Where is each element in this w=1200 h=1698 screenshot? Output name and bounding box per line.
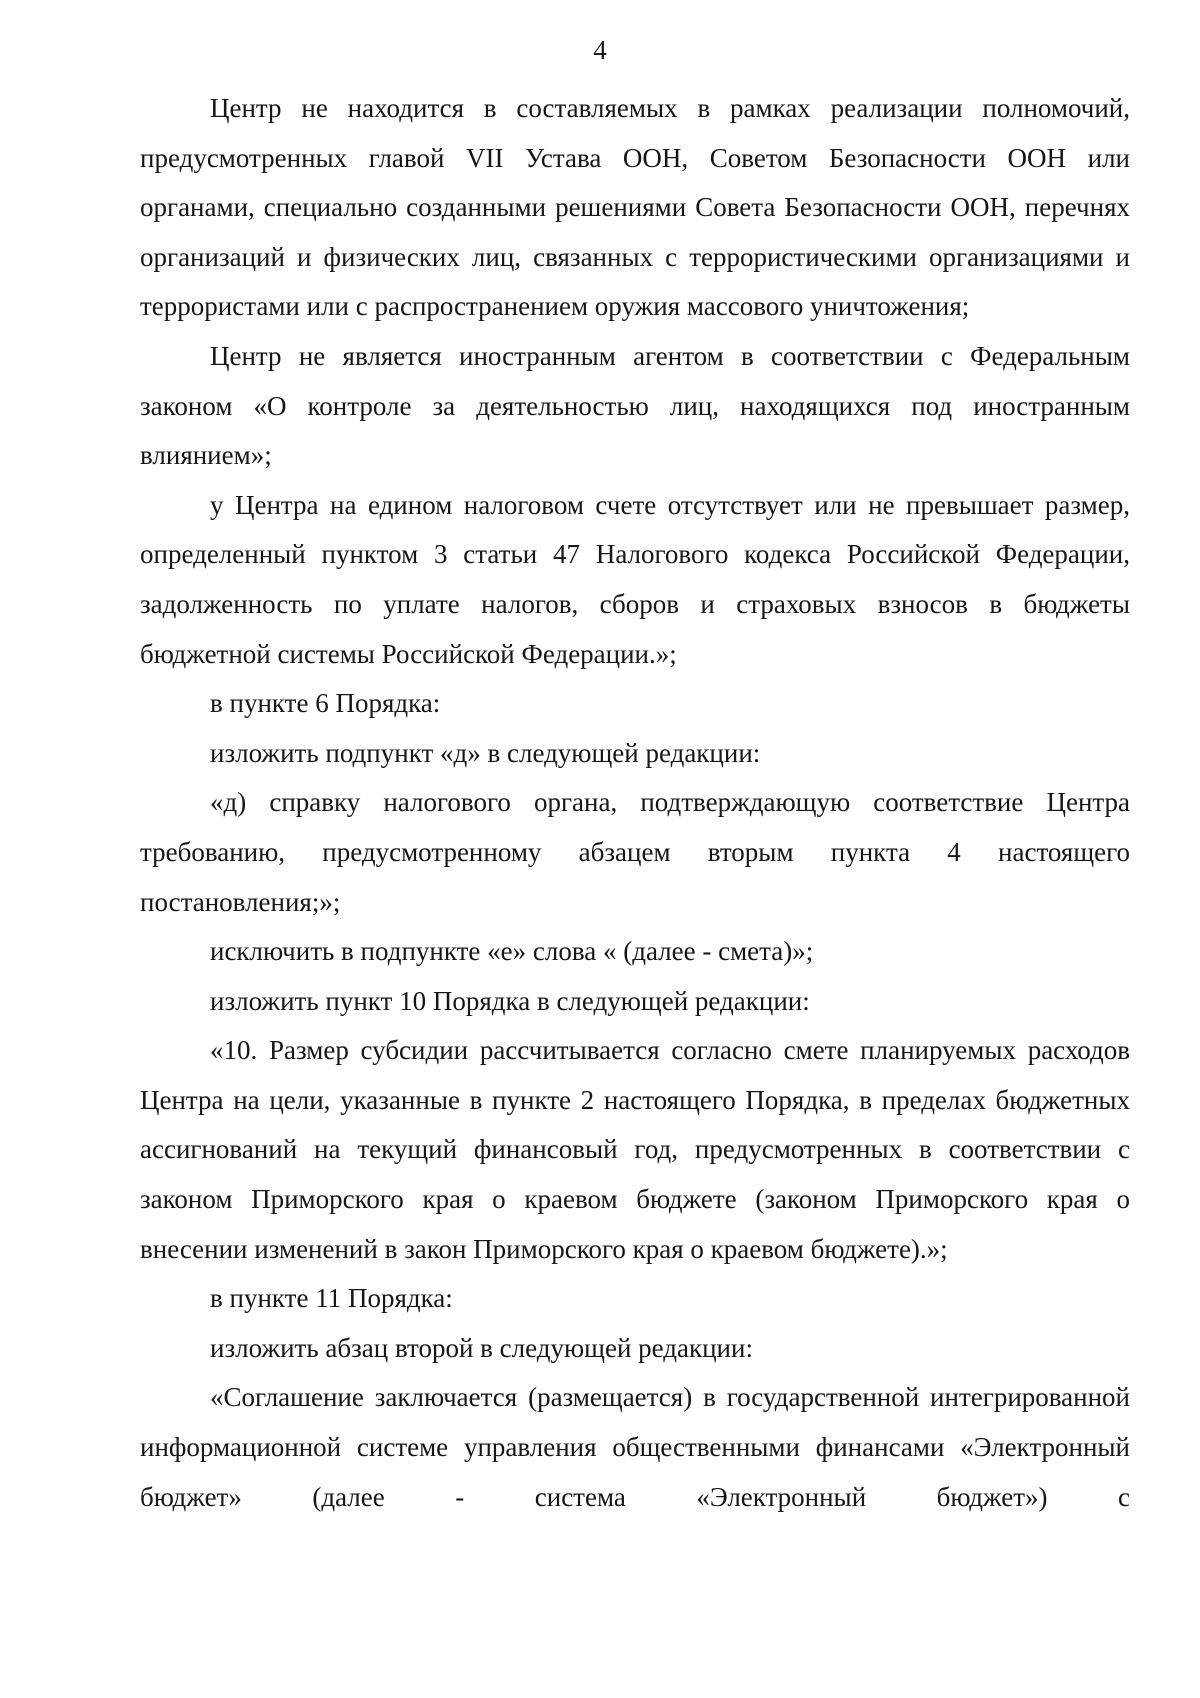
page-number: 4 <box>593 35 607 65</box>
document-body <box>140 84 1130 1522</box>
paragraph-clause-10-text: «10. Размер субсидии рассчитывается согласно смете планируемых расходов Центра на цели, указанные в пункте 2 настоящего Порядка, в пределах бюджетных ассигнований на текущий финансовый год, предусмотренных в соответствии с законом Приморского края о краевом бюджете (законом Приморского края о внесении изменений в закон Приморского края о краевом бюджете).»; <box>140 1035 1130 1264</box>
paragraph-tax-debt: у Центра на едином налоговом счете отсутствует или не превышает размер, определенный пунктом 3 статьи 47 Налогового кодекса Российской Федерации, задолженность по уплате налогов, сборов и страховых взносов в бюджеты бюджетной системы Российской Федерации.»; <box>140 489 1130 669</box>
paragraph-subclause-e: исключить в подпункте «е» слова « (далее - смета)»; <box>210 936 814 967</box>
paragraph-clause-11: в пункте 11 Порядка: <box>210 1283 453 1314</box>
paragraph-foreign-agent: Центр не является иностранным агентом в соответствии с Федеральным законом «О контроле за деятельностью лиц, находящихся под иностранным влиянием»; <box>140 340 1130 471</box>
paragraph-agreement: «Соглашение заключается (размещается) в государственной интегрированной информационной системе управления общественными финансами «Электронный бюджет» (далее - система «Электронный бюджет») с <box>140 1382 1130 1512</box>
paragraph-subclause-d-intro: изложить подпункт «д» в следующей редакции: <box>210 737 761 768</box>
paragraph-clause-6: в пункте 6 Порядка: <box>210 688 441 719</box>
paragraph-terrorism-lists: Центр не находится в составляемых в рамках реализации полномочий, предусмотренных главой VII Устава ООН, Советом Безопасности ООН или органами, специально созданными решениями Совета Безопасности ООН, перечнях организаций и физических лиц, связанных с террористическими организациями и террористами или с распространением оружия массового уничтожения; <box>140 93 1130 322</box>
paragraph-second-abzac-intro: изложить абзац второй в следующей редакции: <box>210 1332 753 1363</box>
paragraph-clause-10-intro: изложить пункт 10 Порядка в следующей редакции: <box>210 985 810 1016</box>
paragraph-subclause-d-text: «д) справку налогового органа, подтверждающую соответствие Центра требованию, предусмотренному абзацем вторым пункта 4 настоящего постановления;»; <box>140 787 1130 917</box>
